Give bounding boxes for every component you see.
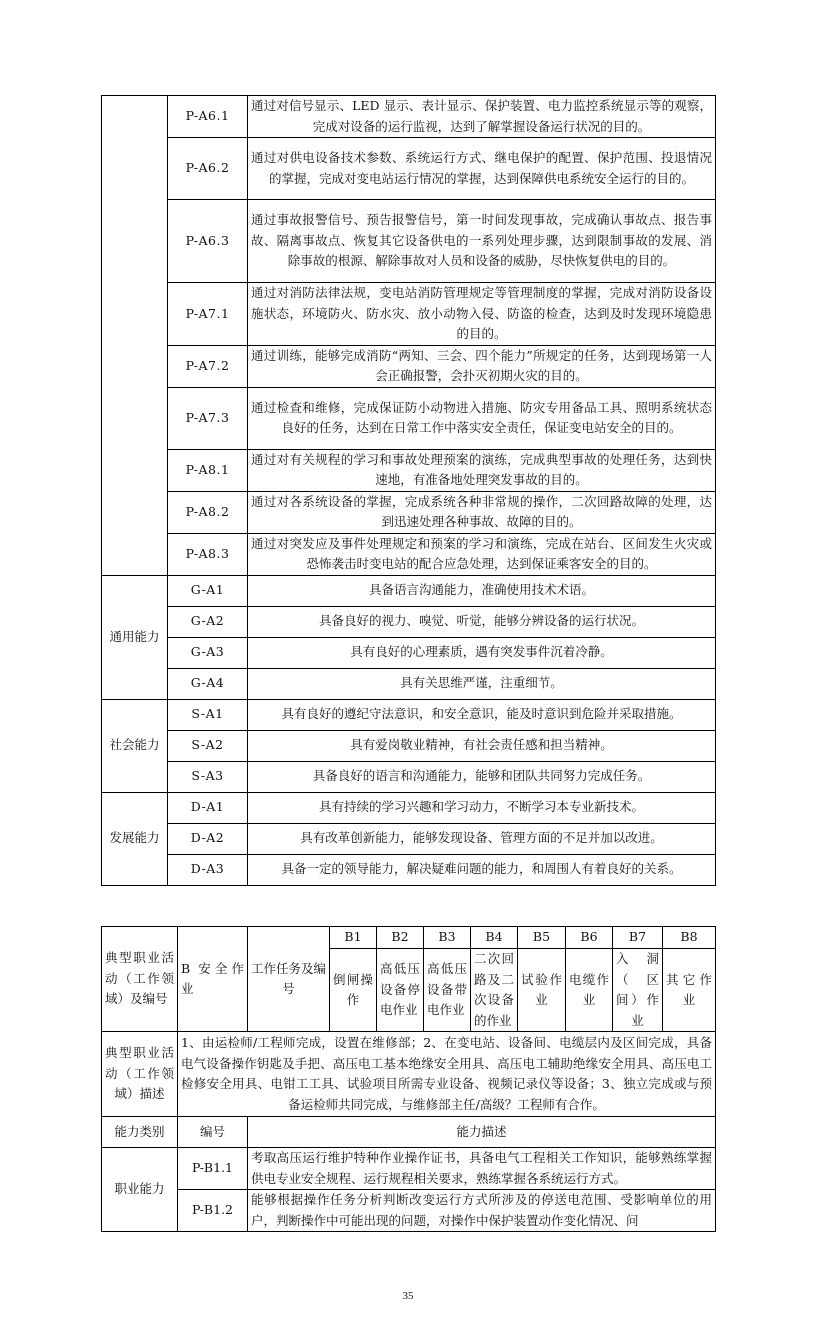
- code-cell: D-A2: [168, 823, 248, 854]
- table-row: [102, 637, 716, 668]
- desc-cell: 具有爱岗敬业精神，有社会责任感和担当精神。: [248, 730, 716, 761]
- task-code: B7: [613, 927, 663, 949]
- task-name: 试验作业: [518, 949, 566, 1032]
- table-row: [102, 1032, 716, 1117]
- desc-cell: 通过对供电设备技术参数、系统运行方式、继电保护的配置、保护范围、投退情况的掌握，完成对变电站运行情况的掌握，达到保障供电系统安全运行的目的。: [248, 138, 716, 200]
- code-cell: S-A3: [168, 761, 248, 792]
- task-code: B1: [330, 927, 377, 949]
- desc-cell: 具有改革创新能力，能够发现设备、管理方面的不足并加以改进。: [248, 823, 716, 854]
- description-text: 1、由运检师/工程师完成，设置在维修部；2、在变电站、设备间、电缆层内及区间完成，具备电气设备操作钥匙及手把、高压电工基本绝缘安全用具、高压电工辅助绝缘安全用具、高压电工检修安全用具、电钳工工具、试验项目所需专业设备、视频记录仪等设备；3、独立完成或与预备运检师共同完成，与维修部主任/高级？工程师有合作。: [178, 1032, 716, 1117]
- activity-header: 典型职业活动（工作领域）及编号: [102, 927, 178, 1032]
- competency-table-a: [101, 95, 716, 886]
- category-general: 通用能力: [102, 575, 168, 699]
- table-row: [102, 1148, 716, 1190]
- task-code: B2: [377, 927, 424, 949]
- code-cell: P-A8.1: [168, 449, 248, 491]
- table-row: [102, 138, 716, 200]
- code-cell: P-B1.1: [178, 1148, 248, 1190]
- table-row: [102, 491, 716, 533]
- column-header-category: 能力类别: [102, 1117, 178, 1148]
- desc-cell: 能够根据操作任务分析判断改变运行方式所涉及的停送电范围、受影响单位的用户，判断操作中可能出现的问题，对操作中保护装置动作变化情况、问: [248, 1190, 716, 1232]
- code-cell: P-B1.2: [178, 1190, 248, 1232]
- task-name: 电缆作业: [566, 949, 613, 1032]
- desc-cell: 具有良好的心理素质，遇有突发事件沉着冷静。: [248, 637, 716, 668]
- page-number: 35: [402, 1290, 414, 1302]
- table-row: [102, 283, 716, 346]
- code-cell: P-A6.3: [168, 200, 248, 283]
- task-code: B8: [663, 927, 716, 949]
- code-cell: S-A2: [168, 730, 248, 761]
- table-row: [102, 668, 716, 699]
- column-header-code: 编号: [178, 1117, 248, 1148]
- code-cell: D-A3: [168, 854, 248, 885]
- code-cell: G-A1: [168, 575, 248, 606]
- desc-cell: 通过对信号显示、LED 显示、表计显示、保护装置、电力监控系统显示等的观察，完成对设备的运行监视，达到了解掌握设备运行状况的目的。: [248, 96, 716, 138]
- desc-cell: 具有持续的学习兴趣和学习动力，不断学习本专业新技术。: [248, 792, 716, 823]
- table-row: [102, 449, 716, 491]
- desc-cell: 通过训练，能够完成消防“两知、三会、四个能力”所规定的任务，达到现场第一人会正确报警，会扑灭初期火灾的目的。: [248, 345, 716, 387]
- code-cell: S-A1: [168, 699, 248, 730]
- desc-cell: 具有关思维严谨，注重细节。: [248, 668, 716, 699]
- table-row: [102, 1190, 716, 1232]
- task-code: B4: [471, 927, 518, 949]
- task-name: 二次回路及二次设备的作业: [471, 949, 518, 1032]
- table-row: [102, 575, 716, 606]
- description-header: 典型职业活动（工作领域）描述: [102, 1032, 178, 1117]
- code-cell: P-A6.2: [168, 138, 248, 200]
- code-cell: G-A2: [168, 606, 248, 637]
- code-cell: P-A7.3: [168, 387, 248, 449]
- desc-cell: 通过对消防法律法规，变电站消防管理规定等管理制度的掌握，完成对消防设备设施状态，环境防火、防水灾、放小动物入侵、防盗的检查，达到及时发现环境隐患的目的。: [248, 283, 716, 346]
- desc-cell: 通过对突发应及事件处理规定和预案的学习和演练，完成在站台、区间发生火灾或恐怖袭击时变电站的配合应急处理，达到保证乘客安全的目的。: [248, 533, 716, 575]
- category-development: 发展能力: [102, 792, 168, 885]
- code-cell: D-A1: [168, 792, 248, 823]
- task-name: 倒闸操作: [330, 949, 377, 1032]
- table-row: [102, 792, 716, 823]
- desc-cell: 通过事故报警信号、预告报警信号，第一时间发现事故，完成确认事故点、报告事故、隔离事故点、恢复其它设备供电的一系列处理步骤，达到限制事故的发展、消除事故的根源、解除事故对人员和设备的威胁，尽快恢复供电的目的。: [248, 200, 716, 283]
- task-header: 工作任务及编号: [248, 927, 330, 1032]
- task-name: 其它作业: [663, 949, 716, 1032]
- table-row: [102, 927, 716, 949]
- work-activity-table-b: [101, 926, 716, 1232]
- desc-cell: 具备语言沟通能力，准确使用技术术语。: [248, 575, 716, 606]
- task-code: B5: [518, 927, 566, 949]
- task-name: 高低压设备停电作业: [377, 949, 424, 1032]
- task-name: 高低压设备带电作业: [424, 949, 471, 1032]
- table-row: [102, 699, 716, 730]
- table-row: [102, 96, 716, 138]
- activity-name: B 安全作业: [178, 927, 248, 1032]
- task-code: B3: [424, 927, 471, 949]
- table-row: [102, 761, 716, 792]
- desc-cell: 通过对各系统设备的掌握，完成系统各种非常规的操作，二次回路故障的处理，达到迅速处理各种事故、故障的目的。: [248, 491, 716, 533]
- category-cell-empty: [102, 96, 168, 576]
- desc-cell: 考取高压运行维护特种作业操作证书，具备电气工程相关工作知识，能够熟练掌握供电专业安全规程、运行规程相关要求，熟练掌握各系统运行方式。: [248, 1148, 716, 1190]
- table-row: [102, 345, 716, 387]
- table-row: [102, 606, 716, 637]
- task-name: 入洞（区间）作业: [613, 949, 663, 1032]
- desc-cell: 具备良好的语言和沟通能力，能够和团队共同努力完成任务。: [248, 761, 716, 792]
- table-row: [102, 1117, 716, 1148]
- table-row: [102, 854, 716, 885]
- desc-cell: 具有良好的遵纪守法意识，和安全意识，能及时意识到危险并采取措施。: [248, 699, 716, 730]
- desc-cell: 通过检查和维修，完成保证防小动物进入措施、防灾专用备品工具、照明系统状态良好的任务，达到在日常工作中落实安全责任，保证变电站安全的目的。: [248, 387, 716, 449]
- category-social: 社会能力: [102, 699, 168, 792]
- code-cell: P-A7.2: [168, 345, 248, 387]
- code-cell: G-A3: [168, 637, 248, 668]
- table-row: [102, 730, 716, 761]
- table-row: [102, 387, 716, 449]
- code-cell: P-A7.1: [168, 283, 248, 346]
- table-row: [102, 533, 716, 575]
- column-header-description: 能力描述: [248, 1117, 716, 1148]
- code-cell: P-A8.2: [168, 491, 248, 533]
- desc-cell: 通过对有关规程的学习和事故处理预案的演练，完成典型事故的处理任务，达到快速地，有准备地处理突发事故的目的。: [248, 449, 716, 491]
- task-code: B6: [566, 927, 613, 949]
- code-cell: P-A8.3: [168, 533, 248, 575]
- desc-cell: 具备良好的视力、嗅觉、听觉，能够分辨设备的运行状况。: [248, 606, 716, 637]
- table-row: [102, 823, 716, 854]
- desc-cell: 具备一定的领导能力，解决疑难问题的能力，和周围人有着良好的关系。: [248, 854, 716, 885]
- category-professional: 职业能力: [102, 1148, 178, 1232]
- code-cell: P-A6.1: [168, 96, 248, 138]
- code-cell: G-A4: [168, 668, 248, 699]
- table-row: [102, 200, 716, 283]
